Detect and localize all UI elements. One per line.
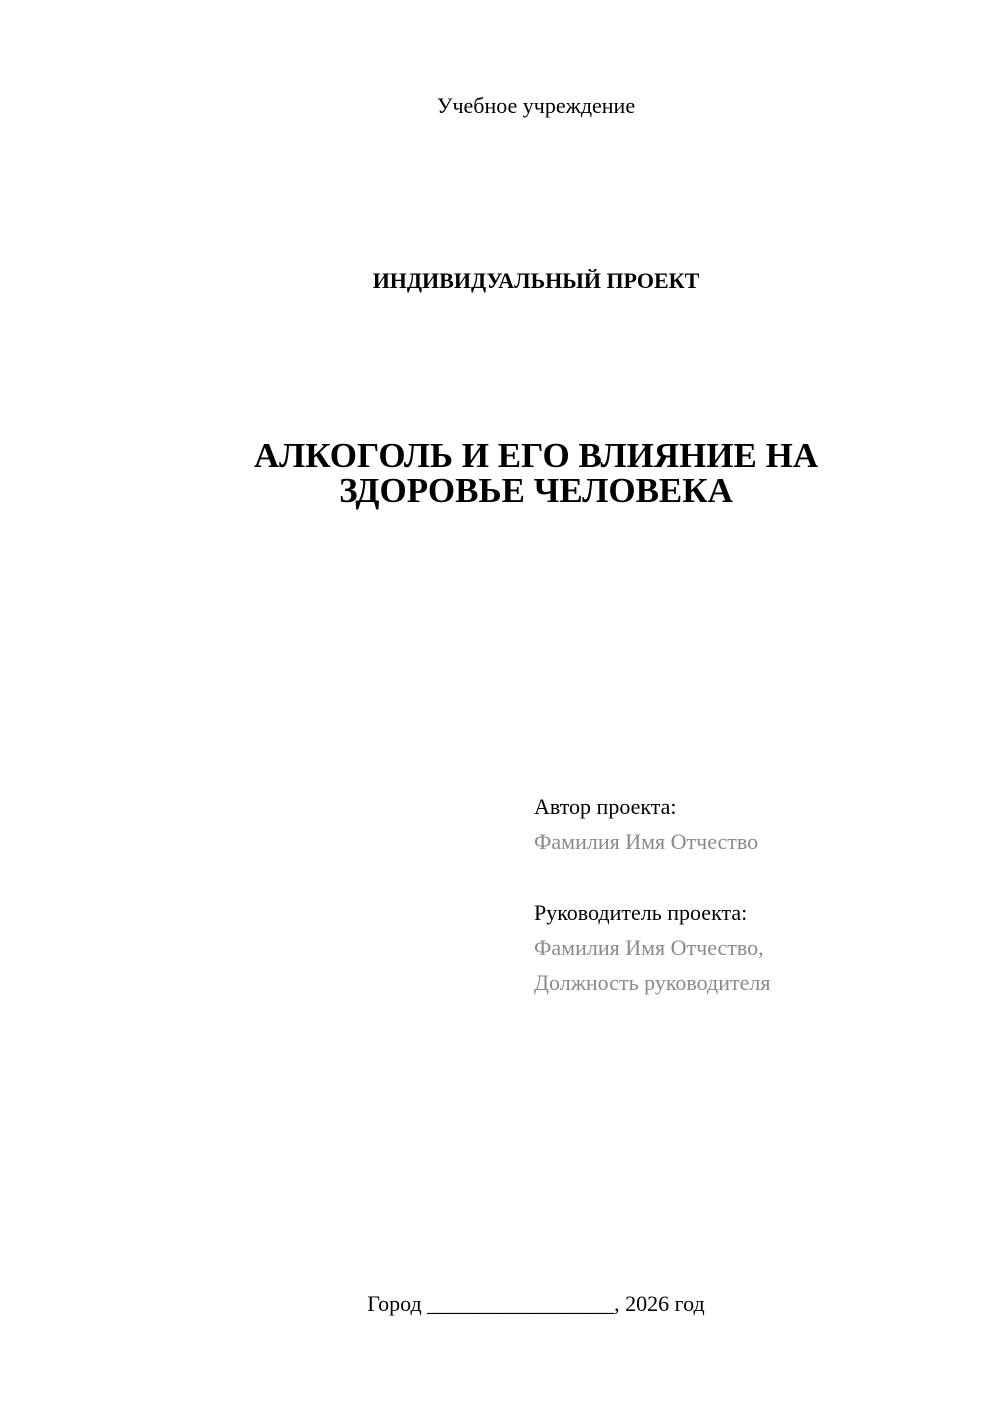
- author-name: Фамилия Имя Отчество: [534, 829, 759, 854]
- city-year-footer: Город _________________, 2026 год: [367, 1291, 705, 1316]
- project-credits: [534, 789, 770, 1000]
- credits-spacer: [534, 859, 770, 895]
- project-type-heading: ИНДИВИДУАЛЬНЫЙ ПРОЕКТ: [372, 268, 700, 293]
- project-title: [0, 438, 1000, 508]
- supervisor-label: Руководитель проекта:: [534, 900, 748, 925]
- institution-name: Учебное учреждение: [436, 93, 636, 118]
- author-label: Автор проекта:: [534, 794, 677, 819]
- project-title-line-1: АЛКОГОЛЬ И ЕГО ВЛИЯНИЕ НА: [253, 436, 819, 475]
- supervisor-position: Должность руководителя: [534, 970, 771, 995]
- project-title-line-2: ЗДОРОВЬЕ ЧЕЛОВЕКА: [339, 471, 733, 510]
- supervisor-name: Фамилия Имя Отчество,: [534, 935, 764, 960]
